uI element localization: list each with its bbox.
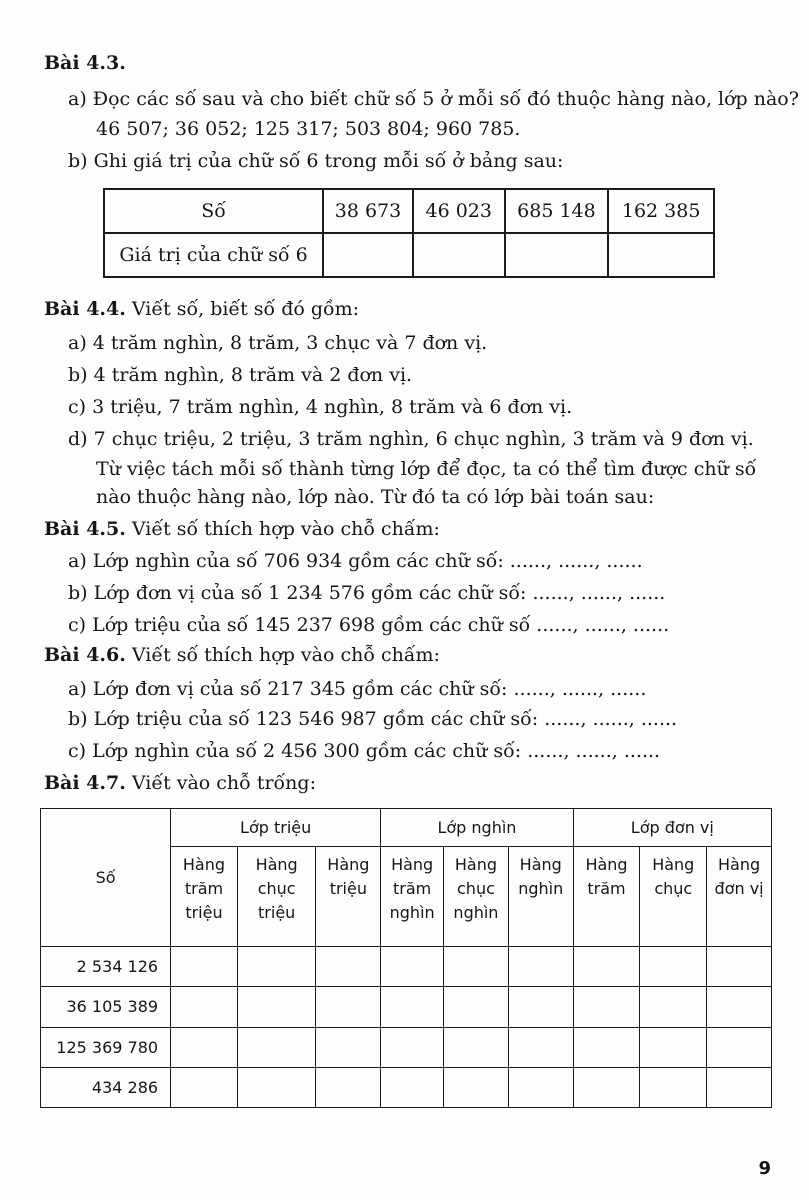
- table2-number: 434 286: [41, 1067, 171, 1107]
- table2-cell[interactable]: [444, 1027, 509, 1067]
- table2-subheader: Hàng chục triệu: [237, 847, 316, 947]
- table2-subheader: Hàng trăm triệu: [171, 847, 238, 947]
- table2-cell[interactable]: [707, 987, 772, 1027]
- table-row: [41, 1027, 772, 1067]
- b46-item-b: b) Lớp triệu của số 123 546 987 gồm các chữ số: ......, ......, ......: [68, 708, 678, 730]
- table2-group-nghin: Lớp nghìn: [381, 809, 573, 847]
- b45-item-a: a) Lớp nghìn của số 706 934 gồm các chữ số: ......, ......, ......: [68, 550, 643, 572]
- table2-subheader: Hàng nghìn: [508, 847, 573, 947]
- table2-cell[interactable]: [171, 1027, 238, 1067]
- digit-value-table: [103, 188, 715, 278]
- table2-cell[interactable]: [381, 987, 444, 1027]
- b43-title: Bài 4.3.: [44, 52, 126, 74]
- table2-cell[interactable]: [237, 1027, 316, 1067]
- table2-number: 2 534 126: [41, 947, 171, 987]
- b44-note-line2: nào thuộc hàng nào, lớp nào. Từ đó ta có lớp bài toán sau:: [96, 486, 655, 508]
- table2-cell[interactable]: [707, 1067, 772, 1107]
- table-row: [41, 987, 772, 1027]
- b44-item-a: a) 4 trăm nghìn, 8 trăm, 3 chục và 7 đơn vị.: [68, 332, 488, 354]
- table-row: [41, 947, 772, 987]
- table2-cell[interactable]: [316, 1067, 381, 1107]
- b44-heading: Bài 4.4. Viết số, biết số đó gồm:: [44, 298, 360, 320]
- table1-row-label: Giá trị của chữ số 6: [104, 233, 323, 277]
- b46-item-c: c) Lớp nghìn của số 2 456 300 gồm các chữ số: ......, ......, ......: [68, 740, 661, 762]
- table1-header-so: Số: [104, 189, 323, 233]
- table1-answer-cell[interactable]: [608, 233, 714, 277]
- table2-subheader: Hàng chục nghìn: [444, 847, 509, 947]
- b47-heading: Bài 4.7. Viết vào chỗ trống:: [44, 772, 316, 794]
- b43-numbers: 46 507; 36 052; 125 317; 503 804; 960 785.: [96, 118, 521, 140]
- table2-subheader: Hàng trăm nghìn: [381, 847, 444, 947]
- b44-note-line1: Từ việc tách mỗi số thành từng lớp để đọc, ta có thể tìm được chữ số: [96, 458, 757, 480]
- table2-cell[interactable]: [444, 987, 509, 1027]
- table2-cell[interactable]: [444, 1067, 509, 1107]
- table2-cell[interactable]: [444, 947, 509, 987]
- table2-subheader: Hàng trăm: [573, 847, 640, 947]
- table2-cell[interactable]: [171, 1067, 238, 1107]
- table2-cell[interactable]: [640, 987, 707, 1027]
- b46-item-a: a) Lớp đơn vị của số 217 345 gồm các chữ số: ......, ......, ......: [68, 678, 647, 700]
- table2-cell[interactable]: [707, 1027, 772, 1067]
- table2-cell[interactable]: [316, 947, 381, 987]
- b43-question-b: b) Ghi giá trị của chữ số 6 trong mỗi số ở bảng sau:: [68, 150, 564, 172]
- table2-cell[interactable]: [573, 1067, 640, 1107]
- table2-number: 36 105 389: [41, 987, 171, 1027]
- table2-subheader: Hàng đơn vị: [707, 847, 772, 947]
- table2-cell[interactable]: [573, 947, 640, 987]
- table2-cell[interactable]: [508, 987, 573, 1027]
- table-row: [41, 1067, 772, 1107]
- table2-cell[interactable]: [171, 987, 238, 1027]
- table1-number: 685 148: [505, 189, 609, 233]
- table1-number: 162 385: [608, 189, 714, 233]
- table2-cell[interactable]: [171, 947, 238, 987]
- table2-cell[interactable]: [640, 1067, 707, 1107]
- b43-question-a: a) Đọc các số sau và cho biết chữ số 5 ở mỗi số đó thuộc hàng nào, lớp nào?: [68, 88, 799, 110]
- table2-cell[interactable]: [508, 1067, 573, 1107]
- table2-cell[interactable]: [573, 1027, 640, 1067]
- b45-item-b: b) Lớp đơn vị của số 1 234 576 gồm các chữ số: ......, ......, ......: [68, 582, 666, 604]
- table2-cell[interactable]: [508, 1027, 573, 1067]
- b45-heading: Bài 4.5. Viết số thích hợp vào chỗ chấm:: [44, 518, 440, 540]
- table2-cell[interactable]: [237, 947, 316, 987]
- table2-group-don-vi: Lớp đơn vị: [573, 809, 771, 847]
- table2-cell[interactable]: [573, 987, 640, 1027]
- table2-cell[interactable]: [640, 947, 707, 987]
- table1-answer-cell[interactable]: [323, 233, 413, 277]
- table2-cell[interactable]: [381, 1067, 444, 1107]
- b45-item-c: c) Lớp triệu của số 145 237 698 gồm các chữ số ......, ......, ......: [68, 614, 670, 636]
- table2-cell[interactable]: [707, 947, 772, 987]
- table2-cell[interactable]: [381, 1027, 444, 1067]
- table1-number: 46 023: [413, 189, 505, 233]
- table2-cell[interactable]: [316, 987, 381, 1027]
- table1-answer-cell[interactable]: [505, 233, 609, 277]
- table2-cell[interactable]: [381, 947, 444, 987]
- table2-cell[interactable]: [237, 1067, 316, 1107]
- b44-item-c: c) 3 triệu, 7 trăm nghìn, 4 nghìn, 8 trăm và 6 đơn vị.: [68, 396, 573, 418]
- table2-cell[interactable]: [508, 947, 573, 987]
- table1-number: 38 673: [323, 189, 413, 233]
- place-value-table: [40, 808, 772, 1108]
- table2-cell[interactable]: [237, 987, 316, 1027]
- table2-subheader: Hàng chục: [640, 847, 707, 947]
- table2-group-trieu: Lớp triệu: [171, 809, 381, 847]
- table2-header-so: Số: [41, 809, 171, 947]
- b46-heading: Bài 4.6. Viết số thích hợp vào chỗ chấm:: [44, 644, 440, 666]
- table2-cell[interactable]: [640, 1027, 707, 1067]
- page-number: 9: [758, 1158, 771, 1179]
- table2-cell[interactable]: [316, 1027, 381, 1067]
- table1-answer-cell[interactable]: [413, 233, 505, 277]
- b44-item-b: b) 4 trăm nghìn, 8 trăm và 2 đơn vị.: [68, 364, 413, 386]
- table2-number: 125 369 780: [41, 1027, 171, 1067]
- b44-item-d: d) 7 chục triệu, 2 triệu, 3 trăm nghìn, 6 chục nghìn, 3 trăm và 9 đơn vị.: [68, 428, 754, 450]
- table2-subheader: Hàng triệu: [316, 847, 381, 947]
